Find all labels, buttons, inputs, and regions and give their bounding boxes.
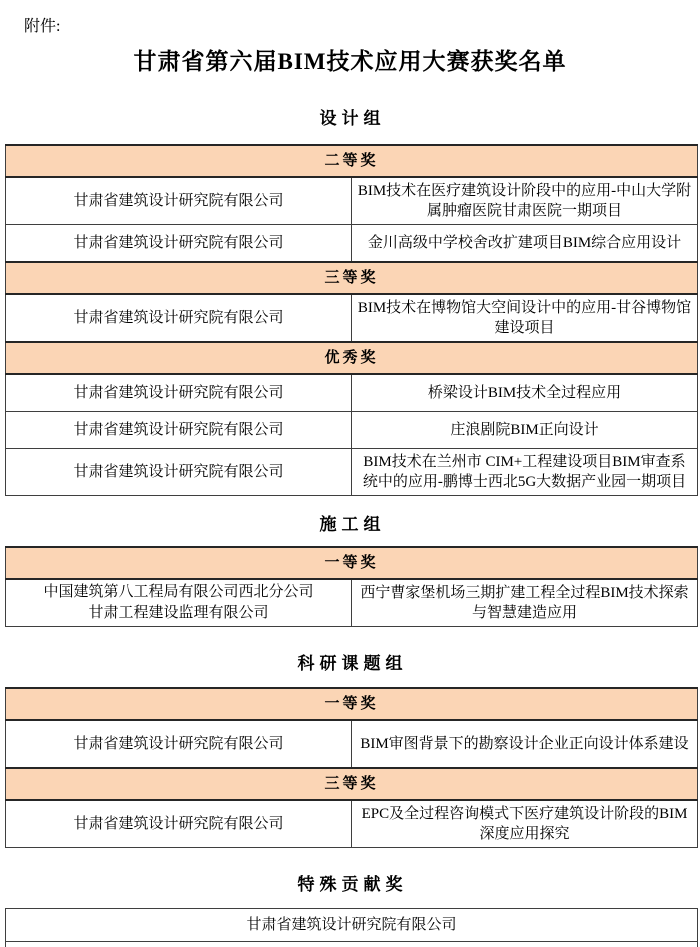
company-cell	[6, 579, 352, 627]
company-cell: 甘肃省建筑设计研究院有限公司	[6, 225, 352, 263]
award-tier-label: 三等奖	[6, 262, 698, 294]
company-line-2: 甘肃工程建设监理有限公司	[88, 605, 269, 621]
award-tier-label: 一等奖	[6, 688, 698, 720]
table-row	[6, 800, 698, 848]
project-cell: 桥梁设计BIM技术全过程应用	[352, 374, 698, 412]
construction-group-table	[5, 546, 698, 627]
company-cell: 甘肃省建筑设计研究院有限公司	[6, 412, 352, 449]
table-row	[6, 225, 698, 263]
project-cell: 庄浪剧院BIM正向设计	[352, 412, 698, 449]
table-row	[6, 412, 698, 449]
table-row	[6, 720, 698, 768]
table-row	[6, 579, 698, 627]
table-row	[6, 909, 698, 942]
company-line-1: 中国建筑第八工程局有限公司西北分公司	[43, 584, 314, 600]
special-award-table	[5, 908, 698, 947]
award-tier-label: 二等奖	[6, 145, 698, 177]
project-cell: BIM技术在兰州市 CIM+工程建设项目BIM审查系统中的应用-鹏博士西北5G大数据产业园一期项目	[352, 449, 698, 496]
page-title: 甘肃省第六届BIM技术应用大赛获奖名单	[133, 49, 567, 74]
company-cell: 甘肃省建筑设计研究院有限公司	[6, 800, 352, 848]
award-tier-row	[6, 688, 698, 720]
research-group-table	[5, 687, 698, 848]
company-cell: 甘肃省建筑设计研究院有限公司	[6, 449, 352, 496]
project-cell: 金川高级中学校舍改扩建项目BIM综合应用设计	[352, 225, 698, 263]
project-cell: EPC及全过程咨询模式下医疗建筑设计阶段的BIM深度应用探究	[352, 800, 698, 848]
group-heading-research: 科研课题组	[297, 654, 408, 673]
group-heading-design: 设计组	[319, 109, 386, 128]
company-cell: 甘肃省建筑设计研究院有限公司	[6, 720, 352, 768]
award-tier-row	[6, 547, 698, 579]
group-heading-special-award: 特殊贡献奖	[297, 875, 408, 894]
empty-cell	[6, 942, 698, 947]
project-cell: BIM技术在医疗建筑设计阶段中的应用-中山大学附属肿瘤医院甘肃医院一期项目	[352, 177, 698, 225]
empty-row	[6, 942, 698, 947]
company-cell: 甘肃省建筑设计研究院有限公司	[6, 177, 352, 225]
award-tier-row	[6, 768, 698, 800]
project-cell: BIM技术在博物馆大空间设计中的应用-甘谷博物馆建设项目	[352, 294, 698, 342]
design-group-table	[5, 144, 698, 496]
project-cell: BIM审图背景下的勘察设计企业正向设计体系建设	[352, 720, 698, 768]
company-cell: 甘肃省建筑设计研究院有限公司	[6, 294, 352, 342]
award-tier-label: 优秀奖	[6, 342, 698, 374]
company-cell: 甘肃省建筑设计研究院有限公司	[6, 374, 352, 412]
award-tier-label: 一等奖	[6, 547, 698, 579]
table-row	[6, 374, 698, 412]
award-tier-row	[6, 262, 698, 294]
group-heading-construction: 施工组	[319, 515, 386, 534]
attachment-label: 附件:	[24, 18, 61, 35]
company-cell: 甘肃省建筑设计研究院有限公司	[6, 909, 698, 942]
award-tier-row	[6, 342, 698, 374]
table-row	[6, 294, 698, 342]
award-tier-label: 三等奖	[6, 768, 698, 800]
award-tier-row	[6, 145, 698, 177]
table-row	[6, 449, 698, 496]
project-cell: 西宁曹家堡机场三期扩建工程全过程BIM技术探索与智慧建造应用	[352, 579, 698, 627]
table-row	[6, 177, 698, 225]
